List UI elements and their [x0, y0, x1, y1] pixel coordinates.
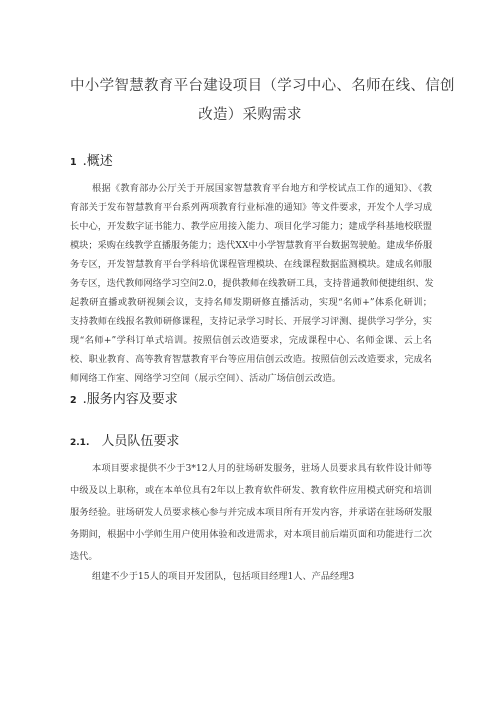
section-1-number: 1 — [70, 157, 77, 168]
section-1-line-8: 支持教师在线报名教师研修课程，支持记录学习时长、开展学习评测、提供学习学分，实 — [70, 316, 432, 327]
section-1-line-7: 起教研直播或教研视频会议，支持名师发期研修直播活动，实现“名师+”体系化研训； — [70, 297, 432, 308]
section-1-line-11: 师网络工作室、网络学习空间（展示空间）、活动广场信创云改造。 — [70, 373, 342, 384]
section-1-line-6: 务专区，迭代教师网络学习空间2.0，提供教师在线教研工具，支持普通教师便捷组织、发 — [70, 278, 434, 289]
section-2-1-line-1: 本项目要求提供不少于3*12人月的驻场研发服务，驻场人员要求具有软件设计师等 — [92, 463, 432, 474]
document-title-line-2: 改造）采购需求 — [198, 107, 302, 123]
section-2-1-line-2: 中级及以上职称，或在本单位具有2年以上教育软件研发、教育软件应用模式研究和培训 — [70, 485, 432, 496]
section-2-1-line-5: 迭代。 — [70, 551, 98, 562]
section-1-line-10: 校、职业教育、高等教育智慧教育平台等应用信创云改造。按照信创云改造要求，完成名 — [70, 354, 432, 365]
section-2-1-line-4: 务期间，根据中小学师生用户使用体验和改进需求，对本项目前后端页面和功能进行二次 — [70, 529, 432, 540]
section-2-title: .服务内容及要求 — [82, 392, 178, 407]
section-2-1-line-6: 组建不少于15人的项目开发团队，包括项目经理1人、产品经理3 — [92, 571, 355, 582]
section-1-line-9: 现“名师+”学科订单式培训。按照信创云改造要求，完成课程中心、名师金课、云上名 — [70, 335, 432, 346]
section-2-1-heading — [70, 430, 179, 449]
section-1-line-3: 长中心，开发数字证书能力、教学应用接入能力、项目化学习能力；建成学科基地校联盟 — [70, 221, 432, 232]
section-1-heading — [70, 150, 113, 169]
section-2-1-title: 人员队伍要求 — [101, 434, 180, 449]
section-2-heading — [70, 388, 178, 407]
section-2-1-number: 2.1. — [70, 438, 90, 448]
section-1-line-2: 育部关于发布智慧教育平台系列两项教育行业标准的通知》等文件要求，开发个人学习成 — [70, 202, 432, 213]
section-1-title: .概述 — [82, 154, 113, 169]
section-1-line-5: 务专区，开发智慧教育平台学科培优课程管理模块、在线课程数据监测模块。建成名师服 — [70, 259, 432, 270]
section-2-number: 2 — [70, 395, 77, 406]
section-1-line-4: 模块；采购在线教学直播服务能力；迭代XX中小学智慧教育平台数据驾驶舱。建成华侨服 — [70, 240, 433, 251]
document-title-line-1: 中小学智慧教育平台建设项目（学习中心、名师在线、信创 — [70, 78, 455, 94]
section-2-1-line-3: 服务经验。驻场研发人员要求核心参与并完成本项目所有开发内容，并承诺在驻场研发服 — [70, 507, 432, 518]
section-1-line-1: 根据《教育部办公厅关于开展国家智慧教育平台地方和学校试点工作的通知》、《教 — [92, 183, 432, 194]
